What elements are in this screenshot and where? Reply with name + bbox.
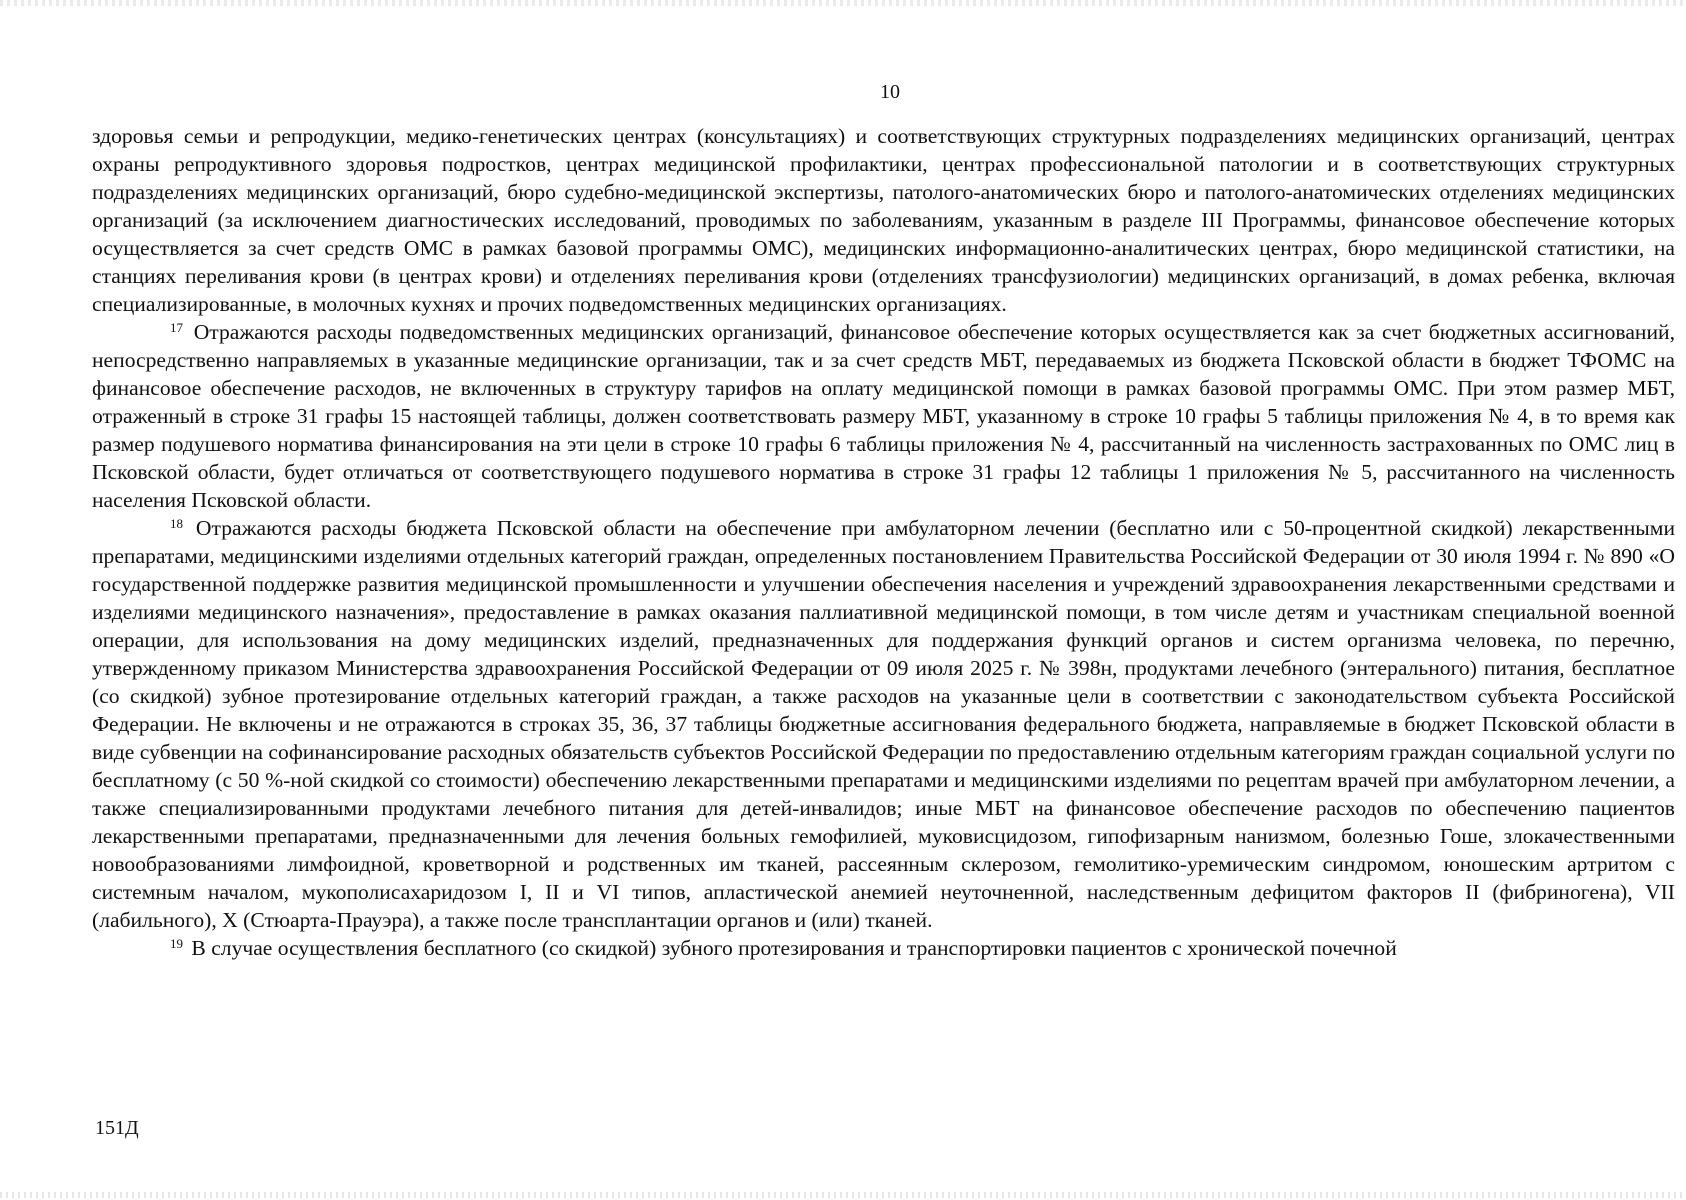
document-code: 151Д — [95, 1117, 139, 1139]
footnote-text: Отражаются расходы бюджета Псковской области на обеспечение при амбулаторном лечении (бесплатно или с 50-процентной скидкой) лекарственными препаратами, медицинскими изделиями отдельных категорий граждан, определенных постановлением Правительства Российской Федерации от 30 июля 1994 г. № 890 «О государственной поддержке развития медицинской промышленности и улучшении обеспечения населения и учреждений здравоохранения лекарственными средствами и изделиями медицинского назначения», предоставление в рамках оказания паллиативной медицинской помощи, в том числе детям и участникам специальной военной операции, для использования на дому медицинских изделий, предназначенных для поддержания функций органов и систем организма человека, по перечню, утвержденному приказом Министерства здравоохранения Российской Федерации от 09 июля 2025 г. № 398н, продуктами лечебного (энтерального) питания, бесплатное (со скидкой) зубное протезирование отдельных категорий граждан, а также расходов на указанные цели в соответствии с законодательством субъекта Российской Федерации. Не включены и не отражаются в строках 35, 36, 37 таблицы бюджетные ассигнования федерального бюджета, направляемые в бюджет Псковской области в виде субвенции на софинансирование расходных обязательств субъектов Российской Федерации по предоставлению отдельным категориям граждан социальной услуги по бесплатному (с 50 %-ной скидкой со стоимости) обеспечению лекарственными препаратами и медицинскими изделиями по рецептам врачей при амбулаторном лечении, а также специализированными продуктами лечебного питания для детей-инвалидов; иные МБТ на финансовое обеспечение расходов по обеспечению пациентов лекарственными препаратами, предназначенными для лечения больных гемофилией, муковисцидозом, гипофизарным нанизмом, болезнью Гоше, злокачественными новообразованиями лимфоидной, кроветворной и родственных им тканей, рассеянным склерозом, гемолитико-уремическим синдромом, юношеским артритом с системным началом, мукополисахаридозом I, II и VI типов, апластической анемией неуточненной, наследственным дефицитом факторов II (фибриногена), VII (лабильного), X (Стюарта-Прауэра), а также после трансплантации органов и (или) тканей. — [92, 516, 1675, 932]
document-body — [92, 122, 1675, 962]
footnote-18 — [92, 514, 1675, 934]
scan-edge-top — [0, 0, 1686, 6]
footnote-19 — [92, 934, 1675, 962]
footnote-marker: 19 — [170, 936, 183, 951]
footnote-text: В случае осуществления бесплатного (со скидкой) зубного протезирования и транспортировки пациентов с хронической почечной — [191, 936, 1397, 960]
page-number: 10 — [880, 81, 900, 103]
paragraph-continuation — [92, 122, 1675, 318]
footnote-17 — [92, 318, 1675, 514]
scan-edge-bottom — [0, 1192, 1686, 1198]
footnote-text: Отражаются расходы подведомственных медицинских организаций, финансовое обеспечение которых осуществляется как за счет бюджетных ассигнований, непосредственно направляемых в указанные медицинские организации, так и за счет средств МБТ, передаваемых из бюджета Псковской области в бюджет ТФОМС на финансовое обеспечение расходов, не включенных в структуру тарифов на оплату медицинской помощи в рамках базовой программы ОМС. При этом размер МБТ, отраженный в строке 31 графы 15 настоящей таблицы, должен соответствовать размеру МБТ, указанному в строке 10 графы 5 таблицы приложения № 4, в то время как размер подушевого норматива финансирования на эти цели в строке 10 графы 6 таблицы приложения № 4, рассчитанный на численность застрахованных по ОМС лиц в Псковской области, будет отличаться от соответствующего подушевого норматива в строке 31 графы 12 таблицы 1 приложения № 5, рассчитанного на численность населения Псковской области. — [92, 320, 1675, 512]
footnote-marker: 18 — [170, 516, 183, 531]
paragraph-text: здоровья семьи и репродукции, медико-генетических центрах (консультациях) и соответствующих структурных подразделениях медицинских организаций, центрах охраны репродуктивного здоровья подростков, центрах медицинской профилактики, центрах профессиональной патологии и в соответствующих структурных подразделениях медицинских организаций, бюро судебно-медицинской экспертизы, патолого-анатомических бюро и патолого-анатомических отделениях медицинских организаций (за исключением диагностических исследований, проводимых по заболеваниям, указанным в разделе III Программы, финансовое обеспечение которых осуществляется за счет средств ОМС в рамках базовой программы ОМС), медицинских информационно-аналитических центрах, бюро медицинской статистики, на станциях переливания крови (в центрах крови) и отделениях переливания крови (отделениях трансфузиологии) медицинских организаций, в домах ребенка, включая специализированные, в молочных кухнях и прочих подведомственных медицинских организациях. — [92, 124, 1675, 316]
footnote-marker: 17 — [170, 320, 183, 335]
